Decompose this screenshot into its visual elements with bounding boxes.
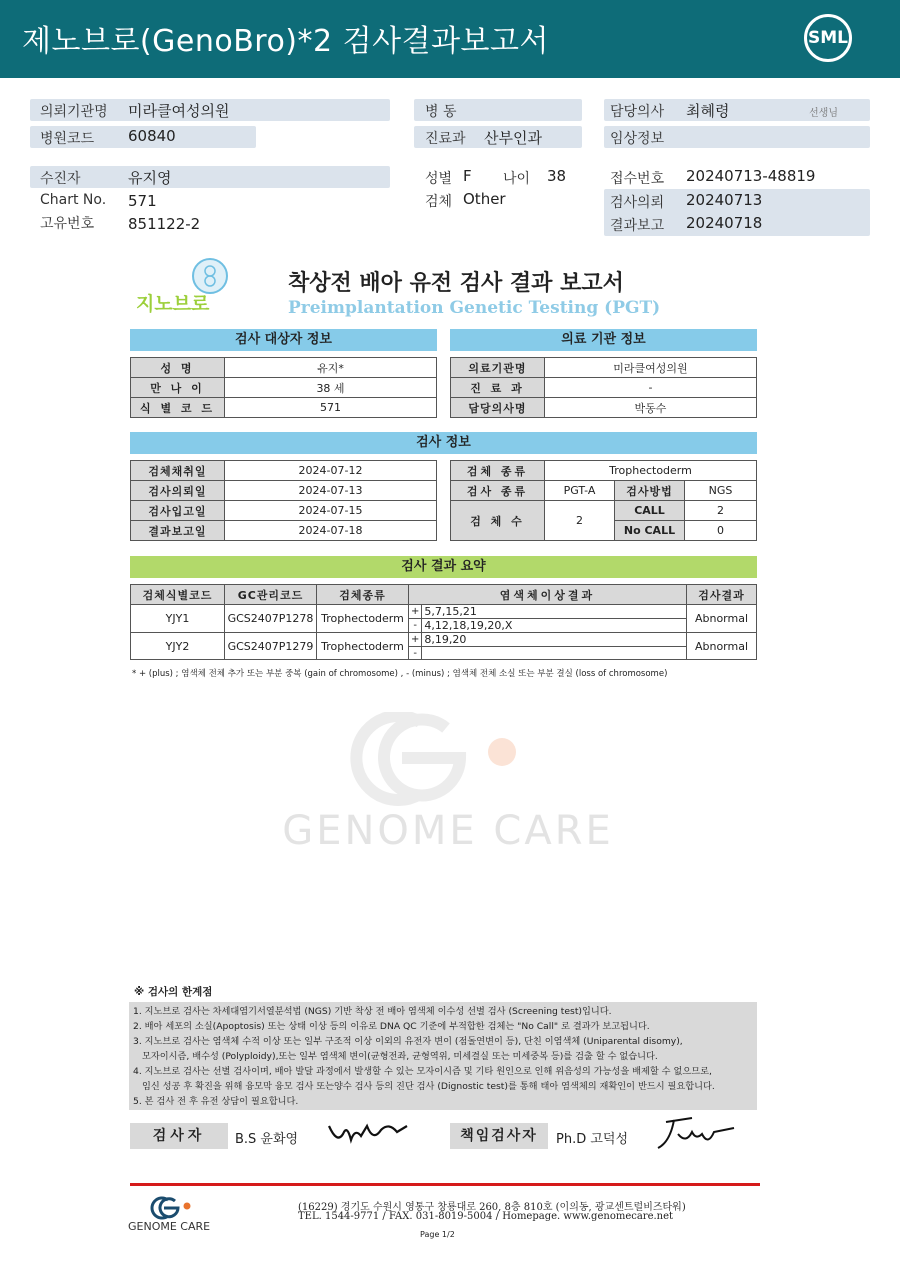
result-date-label: 결과보고일 — [131, 521, 225, 541]
institution-label: 의뢰기관명 — [40, 104, 108, 120]
collect-date-value: 2024-07-12 — [225, 461, 437, 481]
table-row — [131, 398, 437, 418]
medical-dept-value: - — [545, 378, 757, 398]
request-label: 검사의뢰 — [610, 195, 665, 211]
table-row — [131, 521, 437, 541]
doctor-suffix: 선생님 — [809, 108, 838, 119]
doctor-label: 담당의사 — [610, 104, 665, 120]
result-status: Abnormal — [687, 605, 757, 633]
supervisor-name: Ph.D 고덕성 — [556, 1132, 629, 1147]
limitation-line: 4. 지노브로 검사는 선별 검사이며, 배아 발달 과정에서 발생할 수 있는 모자이시즘 및 기타 원인으로 인해 위음성의 가능성을 배제할 수 없으므로, — [133, 1066, 712, 1077]
loss-chromosomes — [422, 647, 687, 660]
table-row — [451, 501, 757, 521]
limitation-line: 임신 성공 후 확진을 위해 융모막 융모 검사 또는양수 검사 등의 진단 검사 (Dignostic test)를 통해 태아 염색체의 재확인이 반드시 필요합니다. — [142, 1081, 715, 1092]
loss-sign: - — [409, 647, 422, 660]
test-type-value: PGT-A — [545, 481, 615, 501]
genome-care-footer-logo — [128, 1196, 220, 1240]
medical-dept-label: 진 료 과 — [451, 378, 545, 398]
report-value: 20240718 — [686, 214, 763, 232]
medical-info-heading: 의료 기관 정보 — [450, 329, 757, 351]
call-value: 2 — [685, 501, 757, 521]
subject-name-label: 성 명 — [131, 358, 225, 378]
supervisor-label: 책임검사자 — [450, 1123, 548, 1149]
table-row — [451, 481, 757, 501]
result-gc: GCS2407P1279 — [225, 633, 317, 660]
limitation-line: 2. 배아 세포의 소실(Apoptosis) 또는 상태 이상 등의 이유로 DNA QC 기준에 부적합한 검체는 "No Call" 로 결과가 보고됩니다. — [133, 1021, 650, 1032]
supervisor-signature — [652, 1114, 738, 1154]
col-header-id: 검체식별코드 — [131, 585, 225, 605]
unique-no-value: 851122-2 — [128, 215, 201, 233]
document-title: 제노브로(GenoBro)*2 검사결과보고서 — [22, 24, 549, 59]
clinical-label: 임상정보 — [610, 131, 665, 147]
footer-brand: GENOME CARE — [128, 1220, 211, 1233]
results-heading: 검사 결과 요약 — [130, 556, 757, 578]
gain-chromosomes: 5,7,15,21 — [422, 605, 687, 619]
medical-inst-value: 미라클여성의원 — [545, 358, 757, 378]
result-date-value: 2024-07-18 — [225, 521, 437, 541]
receive-date-value: 2024-07-15 — [225, 501, 437, 521]
method-value: NGS — [685, 481, 757, 501]
specimen-label: 검체 — [425, 194, 453, 210]
unique-no-label: 고유번호 — [40, 216, 95, 232]
report-subtitle: Preimplantation Genetic Testing (PGT) — [288, 298, 661, 318]
limitation-line: 3. 지노브로 검사는 염색체 수적 이상 또는 일부 구조적 이상 이외의 유전자 변이 (점돌연변이 등), 단친 이염색체 (Uniparental disomy), — [133, 1036, 683, 1047]
subject-id-value: 571 — [225, 398, 437, 418]
gain-sign: + — [409, 633, 422, 647]
report-label: 결과보고 — [610, 218, 665, 234]
method-label: 검사방법 — [615, 481, 685, 501]
col-header-type: 검체종류 — [317, 585, 409, 605]
subject-age-value: 38 세 — [225, 378, 437, 398]
examiner-name: B.S 윤화영 — [235, 1132, 299, 1147]
table-row — [131, 501, 437, 521]
limitation-line: 1. 지노브로 검사는 차세대염기서열분석법 (NGS) 기반 착상 전 배아 염색체 이수성 선별 검사 (Screening test)입니다. — [133, 1006, 612, 1017]
page-number: Page 1/2 — [420, 1230, 455, 1239]
call-label: CALL — [615, 501, 685, 521]
sex-label: 성별 — [425, 171, 453, 187]
watermark-text: GENOME CARE — [282, 808, 614, 854]
loss-sign: - — [409, 619, 422, 633]
header-bar — [0, 0, 900, 78]
chart-no-value: 571 — [128, 192, 157, 210]
table-row — [451, 378, 757, 398]
subject-info-heading: 검사 대상자 정보 — [130, 329, 437, 351]
table-row — [451, 358, 757, 378]
patient-label: 수진자 — [40, 171, 81, 187]
result-type: Trophectoderm — [317, 633, 409, 660]
gain-sign: + — [409, 605, 422, 619]
request-date-value: 2024-07-13 — [225, 481, 437, 501]
subject-age-label: 만 나 이 — [131, 378, 225, 398]
table-row — [131, 633, 757, 647]
nocall-value: 0 — [685, 521, 757, 541]
table-row — [131, 378, 437, 398]
results-note: * + (plus) ; 염색체 전체 추가 또는 부분 중복 (gain of chromosome) , - (minus) ; 염색체 전체 소실 또는 부분 결실 (loss of chromosome) — [132, 669, 668, 679]
age-label: 나이 — [503, 171, 531, 187]
genobro-logo — [132, 256, 242, 316]
report-title: 착상전 배아 유전 검사 결과 보고서 — [288, 271, 624, 296]
result-type: Trophectoderm — [317, 605, 409, 633]
receive-date-label: 검사입고일 — [131, 501, 225, 521]
result-status: Abnormal — [687, 633, 757, 660]
count-value: 2 — [545, 501, 615, 541]
table-row — [131, 481, 437, 501]
dept-value: 산부인과 — [484, 129, 542, 147]
patient-row-bg — [30, 166, 390, 188]
table-header-row — [131, 585, 757, 605]
test-detail-table — [450, 460, 757, 541]
table-row — [131, 605, 757, 619]
result-gc: GCS2407P1278 — [225, 605, 317, 633]
table-row — [451, 461, 757, 481]
examiner-label: 검사자 — [130, 1123, 228, 1149]
specimen-value: Other — [463, 190, 506, 208]
examiner-signature — [325, 1116, 411, 1150]
limitations-box — [129, 1002, 757, 1110]
sex-value: F — [463, 167, 472, 185]
collect-date-label: 검체채취일 — [131, 461, 225, 481]
loss-chromosomes: 4,12,18,19,20,X — [422, 619, 687, 633]
request-date-label: 검사의뢰일 — [131, 481, 225, 501]
sml-logo — [804, 14, 852, 62]
patient-value: 유지영 — [128, 169, 172, 187]
gain-chromosomes: 8,19,20 — [422, 633, 687, 647]
table-row — [131, 358, 437, 378]
table-row — [451, 398, 757, 418]
ward-label: 병 동 — [425, 104, 457, 120]
age-value: 38 — [547, 167, 567, 185]
receipt-value: 20240713-48819 — [686, 167, 816, 185]
medical-doctor-label: 담당의사명 — [451, 398, 545, 418]
count-label: 검 체 수 — [451, 501, 545, 541]
footer-contact: TEL. 1544-9771 / FAX. 031-8019-5004 / Homepage. www.genomecare.net — [298, 1211, 674, 1222]
footer-address: (16229) 경기도 수원시 영통구 창룡대로 260, 8층 810호 (이의동, 광교센트럴비즈타워) — [298, 1202, 686, 1213]
table-row — [131, 461, 437, 481]
col-header-result: 검사결과 — [687, 585, 757, 605]
request-value: 20240713 — [686, 191, 763, 209]
limitations-title: ※ 검사의 한계점 — [134, 986, 213, 998]
hospital-code-value: 60840 — [128, 127, 176, 145]
test-type-label: 검사 종류 — [451, 481, 545, 501]
chart-no-label: Chart No. — [40, 192, 107, 208]
limitation-line: 5. 본 검사 전 후 유전 상담이 필요합니다. — [133, 1096, 299, 1107]
result-id: YJY1 — [131, 605, 225, 633]
medical-info-table — [450, 357, 757, 418]
medical-inst-label: 의료기관명 — [451, 358, 545, 378]
limitation-line: 모자이시즘, 배수성 (Polyploidy),또는 일부 염색체 변이(균형전좌, 균형역위, 미세결실 또는 미세중복 등)를 검출 할 수 없습니다. — [142, 1051, 658, 1062]
result-id: YJY2 — [131, 633, 225, 660]
hospital-code-label: 병원코드 — [40, 131, 95, 147]
receipt-label: 접수번호 — [610, 171, 665, 187]
specimen-type-value: Trophectoderm — [545, 461, 757, 481]
sml-logo-text: SML — [808, 28, 848, 48]
test-dates-table — [130, 460, 437, 541]
footer-divider — [130, 1183, 760, 1186]
genobro-logo-text: 지노브로 — [136, 293, 210, 315]
subject-name-value: 유지* — [225, 358, 437, 378]
dept-label: 진료과 — [425, 131, 466, 147]
test-info-heading: 검사 정보 — [130, 432, 757, 454]
subject-id-label: 식 별 코 드 — [131, 398, 225, 418]
nocall-label: No CALL — [615, 521, 685, 541]
col-header-abnormality: 염색체이상결과 — [409, 585, 687, 605]
col-header-gc: GC관리코드 — [225, 585, 317, 605]
doctor-value: 최혜령 — [686, 102, 730, 120]
institution-value: 미라클여성의원 — [128, 102, 230, 120]
specimen-type-label: 검체 종류 — [451, 461, 545, 481]
medical-doctor-value: 박동수 — [545, 398, 757, 418]
results-table — [130, 584, 757, 660]
subject-info-table — [130, 357, 437, 418]
